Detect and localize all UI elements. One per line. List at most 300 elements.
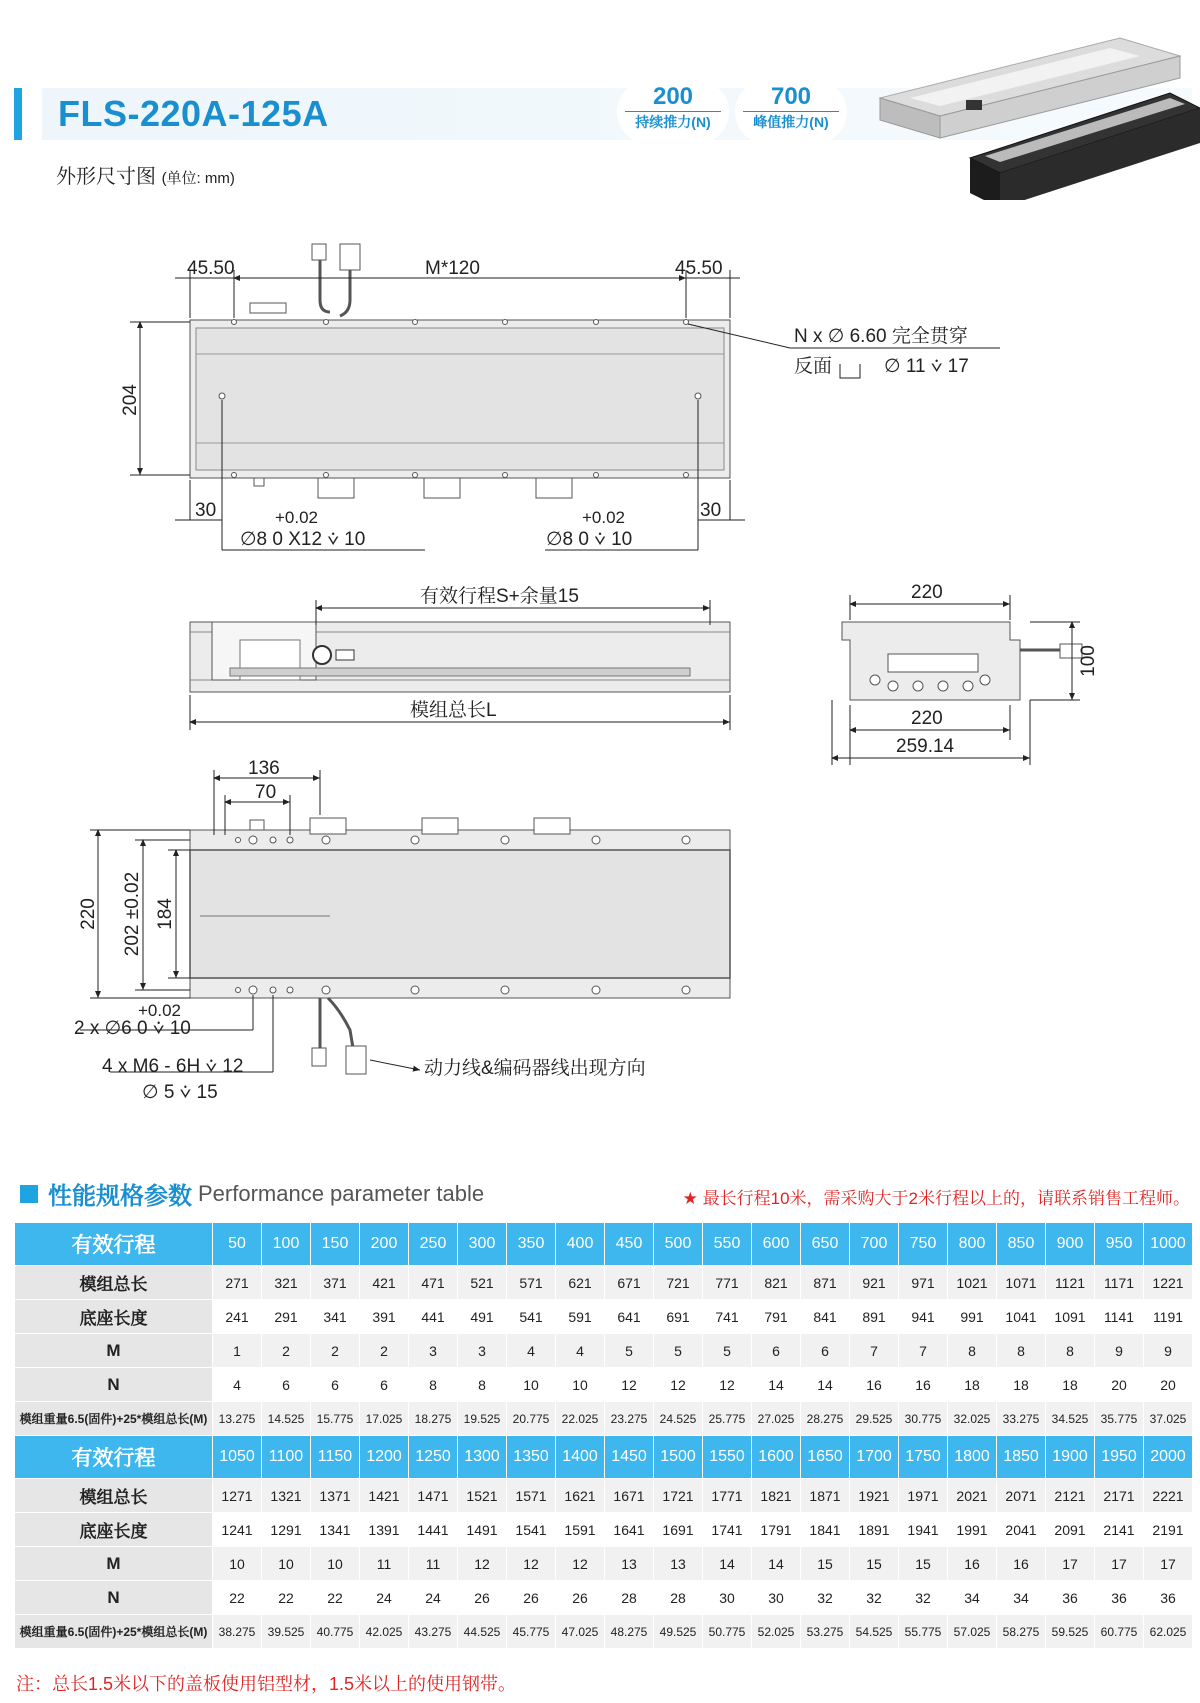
svg-text:220: 220 — [911, 582, 943, 603]
table-cell: 371 — [311, 1266, 360, 1300]
svg-text:45.50: 45.50 — [675, 258, 723, 279]
table-cell: 1950 — [1095, 1436, 1144, 1479]
table-cell: 1150 — [311, 1436, 360, 1479]
table-cell: 16 — [899, 1368, 948, 1402]
table-cell: 1650 — [801, 1436, 850, 1479]
table-cell: 600 — [752, 1223, 801, 1266]
table-cell: 33.275 — [997, 1402, 1046, 1436]
table-cell: 53.275 — [801, 1615, 850, 1649]
table-cell: 1941 — [899, 1513, 948, 1547]
table-cell: 4 — [556, 1334, 605, 1368]
table-cell: 14 — [752, 1368, 801, 1402]
table-cell: 1441 — [409, 1513, 458, 1547]
svg-text:+0.02: +0.02 — [138, 1001, 182, 1020]
table-cell: 17 — [1144, 1547, 1193, 1581]
table-cell: 27.025 — [752, 1402, 801, 1436]
continuous-force-label: 持续推力(N) — [635, 114, 711, 130]
table-cell: 1591 — [556, 1513, 605, 1547]
svg-text:220: 220 — [78, 898, 99, 930]
svg-text:30: 30 — [195, 500, 217, 521]
table-cell: 441 — [409, 1300, 458, 1334]
performance-title-en: Performance parameter table — [198, 1180, 485, 1206]
table-cell: 55.775 — [899, 1615, 948, 1649]
table-cell: 791 — [752, 1300, 801, 1334]
table-cell: 36 — [1095, 1581, 1144, 1615]
table-cell: 24 — [360, 1581, 409, 1615]
table-cell: 9 — [1144, 1334, 1193, 1368]
weight-row — [15, 1615, 1193, 1649]
table-cell: 500 — [654, 1223, 703, 1266]
svg-text:M*120: M*120 — [425, 258, 480, 279]
table-cell: 2 — [360, 1334, 409, 1368]
table-cell: 12 — [605, 1368, 654, 1402]
table-cell: 28 — [654, 1581, 703, 1615]
table-cell: 17 — [1046, 1547, 1095, 1581]
table-cell: 1050 — [213, 1436, 262, 1479]
table-cell: 39.525 — [262, 1615, 311, 1649]
table-cell: 30 — [703, 1581, 752, 1615]
table-cell: 12 — [458, 1547, 507, 1581]
table-cell: 541 — [507, 1300, 556, 1334]
svg-text:有效行程S+余量15: 有效行程S+余量15 — [420, 586, 579, 607]
table-cell: 48.275 — [605, 1615, 654, 1649]
table-cell: 300 — [458, 1223, 507, 1266]
table-cell: 30 — [752, 1581, 801, 1615]
table-cell: 6 — [801, 1334, 850, 1368]
table-cell: 521 — [458, 1266, 507, 1300]
table-cell: 1691 — [654, 1513, 703, 1547]
table-cell: 1791 — [752, 1513, 801, 1547]
table-cell: 941 — [899, 1300, 948, 1334]
table-cell: 2141 — [1095, 1513, 1144, 1547]
table-cell: 1421 — [360, 1479, 409, 1513]
table-cell: 1371 — [311, 1479, 360, 1513]
table-cell: 1721 — [654, 1479, 703, 1513]
table-cell: 850 — [997, 1223, 1046, 1266]
table-cell: 700 — [850, 1223, 899, 1266]
table-cell: 11 — [409, 1547, 458, 1581]
row-label: 模组重量6.5(固件)+25*模组总长(M) — [15, 1402, 213, 1436]
table-cell: 1041 — [997, 1300, 1046, 1334]
table-cell: 550 — [703, 1223, 752, 1266]
table-cell: 871 — [801, 1266, 850, 1300]
model-title: FLS-220A-125A — [58, 93, 329, 134]
table-cell: 58.275 — [997, 1615, 1046, 1649]
table-cell: 30.775 — [899, 1402, 948, 1436]
total-length-row — [15, 1266, 1193, 1300]
n-row — [15, 1368, 1193, 1402]
table-cell: 1921 — [850, 1479, 899, 1513]
table-cell: 17 — [1095, 1547, 1144, 1581]
table-cell: 100 — [262, 1223, 311, 1266]
table-cell: 1200 — [360, 1436, 409, 1479]
table-cell: 4 — [507, 1334, 556, 1368]
table-cell: 150 — [311, 1223, 360, 1266]
table-cell: 22 — [213, 1581, 262, 1615]
table-cell: 1071 — [997, 1266, 1046, 1300]
table-cell: 1400 — [556, 1436, 605, 1479]
table-cell: 43.275 — [409, 1615, 458, 1649]
table-cell: 15 — [850, 1547, 899, 1581]
m-row — [15, 1547, 1193, 1581]
table-cell: 1300 — [458, 1436, 507, 1479]
table-cell: 16 — [948, 1547, 997, 1581]
table-cell: 7 — [899, 1334, 948, 1368]
table-cell: 32.025 — [948, 1402, 997, 1436]
stroke-row — [15, 1436, 1193, 1479]
table-cell: 1750 — [899, 1436, 948, 1479]
table-cell: 32 — [801, 1581, 850, 1615]
table-cell: 491 — [458, 1300, 507, 1334]
table-cell: 721 — [654, 1266, 703, 1300]
table-cell: 6 — [262, 1368, 311, 1402]
table-cell: 1841 — [801, 1513, 850, 1547]
table-cell: 36 — [1144, 1581, 1193, 1615]
table-cell: 3 — [409, 1334, 458, 1368]
table-cell: 18.275 — [409, 1402, 458, 1436]
row-label: 模组重量6.5(固件)+25*模组总长(M) — [15, 1615, 213, 1649]
table-cell: 591 — [556, 1300, 605, 1334]
table-cell: 16 — [850, 1368, 899, 1402]
svg-text:模组总长L: 模组总长L — [410, 700, 497, 721]
table-cell: 34 — [948, 1581, 997, 1615]
table-cell: 1850 — [997, 1436, 1046, 1479]
max-stroke-note: ★ 最长行程10米，需采购大于2米行程以上的，请联系销售工程师。 — [682, 1189, 1190, 1208]
table-cell: 621 — [556, 1266, 605, 1300]
table-cell: 36 — [1046, 1581, 1095, 1615]
table-cell: 13 — [605, 1547, 654, 1581]
svg-text:反面: 反面 — [794, 356, 833, 377]
table-cell: 10 — [556, 1368, 605, 1402]
table-cell: 57.025 — [948, 1615, 997, 1649]
table-cell: 7 — [850, 1334, 899, 1368]
table-cell: 12 — [654, 1368, 703, 1402]
table-cell: 1541 — [507, 1513, 556, 1547]
svg-text:N x ∅ 6.60 完全贯穿: N x ∅ 6.60 完全贯穿 — [794, 326, 968, 347]
table-cell: 291 — [262, 1300, 311, 1334]
table-cell: 12 — [556, 1547, 605, 1581]
table-cell: 241 — [213, 1300, 262, 1334]
table-cell: 28 — [605, 1581, 654, 1615]
table-cell: 9 — [1095, 1334, 1144, 1368]
table-cell: 841 — [801, 1300, 850, 1334]
table-cell: 14.525 — [262, 1402, 311, 1436]
table-cell: 11 — [360, 1547, 409, 1581]
table-cell: 1571 — [507, 1479, 556, 1513]
table-cell: 421 — [360, 1266, 409, 1300]
table-cell: 2021 — [948, 1479, 997, 1513]
table-cell: 15 — [801, 1547, 850, 1581]
table-cell: 13 — [654, 1547, 703, 1581]
svg-text:184: 184 — [155, 898, 176, 930]
table-cell: 16 — [997, 1547, 1046, 1581]
performance-table — [14, 1222, 1193, 1649]
table-cell: 28.275 — [801, 1402, 850, 1436]
svg-text:4 x M6 - 6H ⩒ 12: 4 x M6 - 6H ⩒ 12 — [102, 1056, 244, 1077]
table-cell: 22 — [311, 1581, 360, 1615]
svg-text:220: 220 — [911, 708, 943, 729]
table-cell: 650 — [801, 1223, 850, 1266]
table-cell: 1621 — [556, 1479, 605, 1513]
svg-text:2 x ∅6 0 ⩒ 10: 2 x ∅6 0 ⩒ 10 — [74, 1018, 191, 1039]
table-cell: 1550 — [703, 1436, 752, 1479]
table-cell: 59.525 — [1046, 1615, 1095, 1649]
table-cell: 2121 — [1046, 1479, 1095, 1513]
table-cell: 400 — [556, 1223, 605, 1266]
table-cell: 1971 — [899, 1479, 948, 1513]
table-cell: 900 — [1046, 1223, 1095, 1266]
table-cell: 1171 — [1095, 1266, 1144, 1300]
table-cell: 1800 — [948, 1436, 997, 1479]
row-label: 有效行程 — [15, 1223, 213, 1266]
table-cell: 450 — [605, 1223, 654, 1266]
table-cell: 821 — [752, 1266, 801, 1300]
svg-text:204: 204 — [120, 384, 141, 416]
table-cell: 10 — [311, 1547, 360, 1581]
table-cell: 14 — [801, 1368, 850, 1402]
table-cell: 691 — [654, 1300, 703, 1334]
table-cell: 350 — [507, 1223, 556, 1266]
table-cell: 60.775 — [1095, 1615, 1144, 1649]
table-cell: 45.775 — [507, 1615, 556, 1649]
table-cell: 1471 — [409, 1479, 458, 1513]
table-cell: 15 — [899, 1547, 948, 1581]
table-cell: 18 — [997, 1368, 1046, 1402]
table-cell: 1641 — [605, 1513, 654, 1547]
n-row — [15, 1581, 1193, 1615]
table-cell: 1141 — [1095, 1300, 1144, 1334]
table-cell: 2191 — [1144, 1513, 1193, 1547]
table-cell: 1450 — [605, 1436, 654, 1479]
table-cell: 4 — [213, 1368, 262, 1402]
table-cell: 14 — [703, 1547, 752, 1581]
table-cell: 1221 — [1144, 1266, 1193, 1300]
footer-note: 注：总长1.5米以下的盖板使用铝型材，1.5米以上的使用钢带。 — [16, 1674, 517, 1694]
table-cell: 12 — [703, 1368, 752, 1402]
table-cell: 2 — [262, 1334, 311, 1368]
svg-text:70: 70 — [255, 782, 277, 803]
table-cell: 1341 — [311, 1513, 360, 1547]
table-cell: 2171 — [1095, 1479, 1144, 1513]
table-cell: 15.775 — [311, 1402, 360, 1436]
table-cell: 6 — [360, 1368, 409, 1402]
table-cell: 35.775 — [1095, 1402, 1144, 1436]
table-cell: 24.525 — [654, 1402, 703, 1436]
table-cell: 1121 — [1046, 1266, 1095, 1300]
peak-force-label: 峰值推力(N) — [753, 114, 829, 130]
table-cell: 17.025 — [360, 1402, 409, 1436]
performance-heading — [20, 1176, 484, 1211]
svg-text:+0.02: +0.02 — [582, 508, 626, 527]
row-label: 有效行程 — [15, 1436, 213, 1479]
table-cell: 741 — [703, 1300, 752, 1334]
table-cell: 1500 — [654, 1436, 703, 1479]
table-cell: 1771 — [703, 1479, 752, 1513]
table-cell: 1000 — [1144, 1223, 1193, 1266]
table-cell: 2091 — [1046, 1513, 1095, 1547]
performance-title-cn: 性能规格参数 — [48, 1183, 192, 1210]
table-cell: 1291 — [262, 1513, 311, 1547]
peak-force-value: 700 — [770, 83, 812, 110]
table-cell: 49.525 — [654, 1615, 703, 1649]
table-cell: 23.275 — [605, 1402, 654, 1436]
table-cell: 19.525 — [458, 1402, 507, 1436]
table-cell: 42.025 — [360, 1615, 409, 1649]
table-cell: 200 — [360, 1223, 409, 1266]
table-cell: 10 — [213, 1547, 262, 1581]
table-cell: 14 — [752, 1547, 801, 1581]
svg-text:136: 136 — [248, 758, 280, 779]
table-cell: 6 — [752, 1334, 801, 1368]
row-label: 底座长度 — [15, 1513, 213, 1547]
table-cell: 20 — [1144, 1368, 1193, 1402]
table-cell: 10 — [507, 1368, 556, 1402]
table-cell: 20.775 — [507, 1402, 556, 1436]
svg-text:259.14: 259.14 — [896, 736, 955, 757]
table-cell: 12 — [507, 1547, 556, 1581]
table-cell: 800 — [948, 1223, 997, 1266]
table-cell: 1821 — [752, 1479, 801, 1513]
m-row — [15, 1334, 1193, 1368]
table-cell: 341 — [311, 1300, 360, 1334]
table-cell: 950 — [1095, 1223, 1144, 1266]
table-cell: 32 — [899, 1581, 948, 1615]
table-cell: 22.025 — [556, 1402, 605, 1436]
table-cell: 1191 — [1144, 1300, 1193, 1334]
table-cell: 2041 — [997, 1513, 1046, 1547]
table-cell: 5 — [605, 1334, 654, 1368]
svg-text:202 ±0.02: 202 ±0.02 — [122, 871, 143, 957]
table-cell: 1671 — [605, 1479, 654, 1513]
row-label: 底座长度 — [15, 1300, 213, 1334]
table-cell: 34.525 — [1046, 1402, 1095, 1436]
table-cell: 44.525 — [458, 1615, 507, 1649]
row-label: 模组总长 — [15, 1479, 213, 1513]
row-label: M — [15, 1334, 213, 1368]
table-cell: 26 — [507, 1581, 556, 1615]
svg-text:∅8 0 X12 ⩒ 10: ∅8 0 X12 ⩒ 10 — [240, 529, 366, 550]
table-cell: 26 — [556, 1581, 605, 1615]
table-cell: 1391 — [360, 1513, 409, 1547]
table-cell: 271 — [213, 1266, 262, 1300]
table-cell: 771 — [703, 1266, 752, 1300]
table-cell: 750 — [899, 1223, 948, 1266]
table-cell: 62.025 — [1144, 1615, 1193, 1649]
table-cell: 671 — [605, 1266, 654, 1300]
table-cell: 921 — [850, 1266, 899, 1300]
table-cell: 50 — [213, 1223, 262, 1266]
table-cell: 3 — [458, 1334, 507, 1368]
table-cell: 6 — [311, 1368, 360, 1402]
table-cell: 1521 — [458, 1479, 507, 1513]
svg-text:45.50: 45.50 — [187, 258, 235, 279]
table-cell: 1271 — [213, 1479, 262, 1513]
table-cell: 10 — [262, 1547, 311, 1581]
weight-row — [15, 1402, 1193, 1436]
svg-text:30: 30 — [700, 500, 722, 521]
table-cell: 18 — [948, 1368, 997, 1402]
table-cell: 29.525 — [850, 1402, 899, 1436]
table-cell: 26 — [458, 1581, 507, 1615]
table-cell: 321 — [262, 1266, 311, 1300]
stroke-row — [15, 1223, 1193, 1266]
table-cell: 1491 — [458, 1513, 507, 1547]
row-label: M — [15, 1547, 213, 1581]
table-cell: 20 — [1095, 1368, 1144, 1402]
table-cell: 32 — [850, 1581, 899, 1615]
table-cell: 25.775 — [703, 1402, 752, 1436]
table-cell: 971 — [899, 1266, 948, 1300]
table-cell: 1021 — [948, 1266, 997, 1300]
table-cell: 52.025 — [752, 1615, 801, 1649]
table-cell: 250 — [409, 1223, 458, 1266]
table-cell: 1091 — [1046, 1300, 1095, 1334]
table-cell: 2071 — [997, 1479, 1046, 1513]
table-cell: 891 — [850, 1300, 899, 1334]
table-cell: 40.775 — [311, 1615, 360, 1649]
end-view — [832, 582, 1099, 765]
table-cell: 50.775 — [703, 1615, 752, 1649]
table-cell: 571 — [507, 1266, 556, 1300]
table-cell: 1350 — [507, 1436, 556, 1479]
table-cell: 2 — [311, 1334, 360, 1368]
table-cell: 1871 — [801, 1479, 850, 1513]
svg-text:100: 100 — [1078, 645, 1099, 677]
table-cell: 1700 — [850, 1436, 899, 1479]
table-cell: 24 — [409, 1581, 458, 1615]
drawing-title: 外形尺寸图 (单位: mm) — [56, 166, 235, 188]
row-label: N — [15, 1368, 213, 1402]
table-cell: 38.275 — [213, 1615, 262, 1649]
svg-text:∅ 11 ⩒ 17: ∅ 11 ⩒ 17 — [884, 356, 969, 377]
table-cell: 8 — [1046, 1334, 1095, 1368]
table-cell: 1250 — [409, 1436, 458, 1479]
table-cell: 8 — [409, 1368, 458, 1402]
table-cell: 2000 — [1144, 1436, 1193, 1479]
svg-text:+0.02: +0.02 — [275, 508, 319, 527]
table-cell: 18 — [1046, 1368, 1095, 1402]
table-cell: 1321 — [262, 1479, 311, 1513]
table-cell: 8 — [948, 1334, 997, 1368]
svg-text:∅ 5 ⩒ 15: ∅ 5 ⩒ 15 — [142, 1082, 218, 1103]
table-cell: 1741 — [703, 1513, 752, 1547]
total-length-row — [15, 1479, 1193, 1513]
row-label: 模组总长 — [15, 1266, 213, 1300]
table-cell: 47.025 — [556, 1615, 605, 1649]
table-cell: 54.525 — [850, 1615, 899, 1649]
table-cell: 34 — [997, 1581, 1046, 1615]
table-cell: 1991 — [948, 1513, 997, 1547]
row-label: N — [15, 1581, 213, 1615]
table-cell: 1 — [213, 1334, 262, 1368]
table-cell: 641 — [605, 1300, 654, 1334]
table-cell: 5 — [654, 1334, 703, 1368]
top-view — [120, 244, 1000, 550]
table-cell: 471 — [409, 1266, 458, 1300]
table-cell: 1100 — [262, 1436, 311, 1479]
svg-text:∅8 0 ⩒ 10: ∅8 0 ⩒ 10 — [546, 529, 633, 550]
table-cell: 37.025 — [1144, 1402, 1193, 1436]
table-cell: 8 — [458, 1368, 507, 1402]
table-cell: 5 — [703, 1334, 752, 1368]
table-cell: 1241 — [213, 1513, 262, 1547]
table-cell: 1891 — [850, 1513, 899, 1547]
section-square-icon — [20, 1185, 38, 1203]
table-cell: 1900 — [1046, 1436, 1095, 1479]
side-view — [190, 585, 730, 730]
svg-text:动力线&编码器线出现方向: 动力线&编码器线出现方向 — [424, 1058, 646, 1079]
table-cell: 1600 — [752, 1436, 801, 1479]
